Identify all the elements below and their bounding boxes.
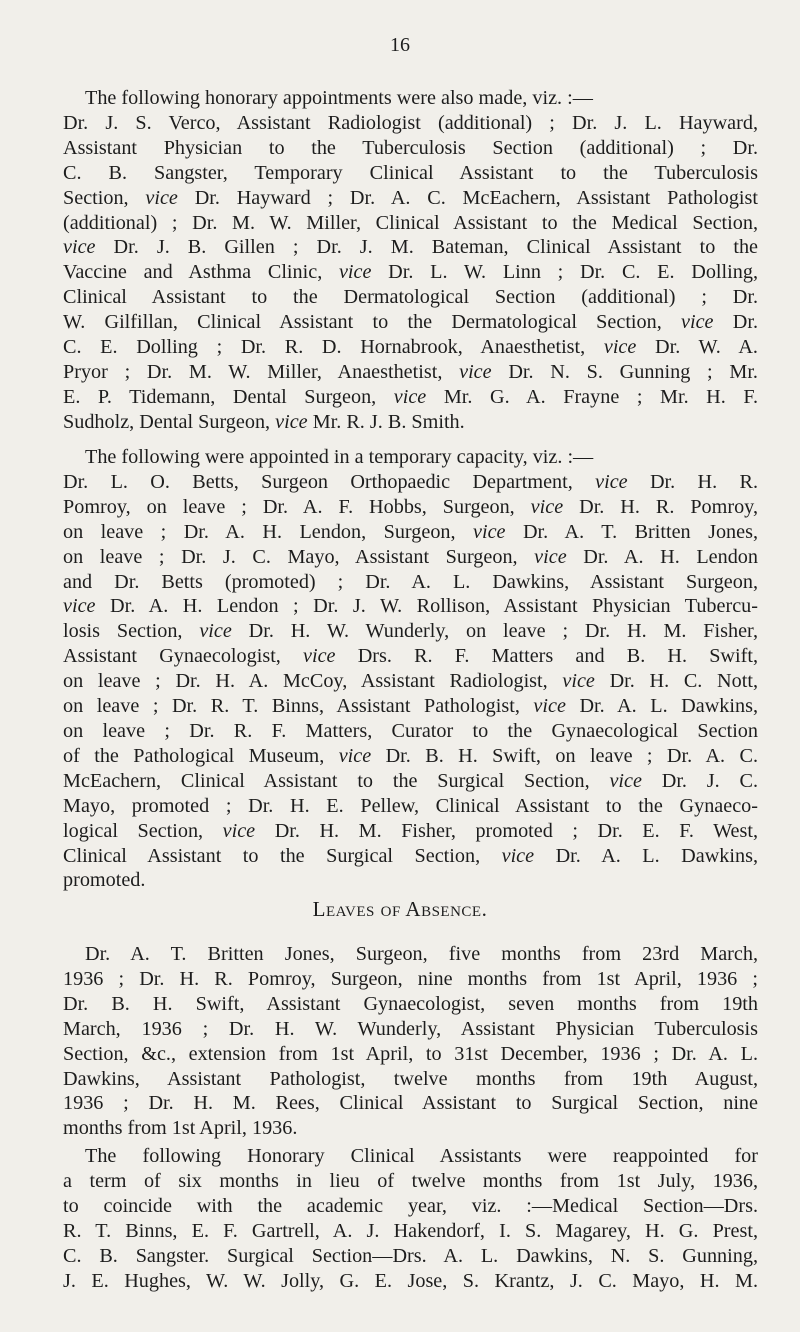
text-line: E. P. Tidemann, Dental Surgeon, vice Mr. G. A. Frayne ; Mr. H. F. <box>63 385 758 408</box>
text-line: Section, &c., extension from 1st April, to 31st December, 1936 ; Dr. A. L. <box>63 1042 758 1065</box>
text-line: Pomroy, on leave ; Dr. A. F. Hobbs, Surgeon, vice Dr. H. R. Pomroy, <box>63 495 758 518</box>
text-line: March, 1936 ; Dr. H. W. Wunderly, Assistant Physician Tuberculosis <box>63 1017 758 1040</box>
paragraph-honorary-appointments <box>63 86 758 435</box>
text-line: Dawkins, Assistant Pathologist, twelve months from 19th August, <box>63 1067 758 1090</box>
text-line: Vaccine and Asthma Clinic, vice Dr. L. W. Linn ; Dr. C. E. Dolling, <box>63 261 758 284</box>
text-line: on leave ; Dr. A. H. Lendon, Surgeon, vice Dr. A. T. Britten Jones, <box>63 520 759 543</box>
text-line: Dr. L. O. Betts, Surgeon Orthopaedic Department, vice Dr. H. R. <box>63 470 758 493</box>
text-line: The following were appointed in a temporary capacity, viz. :— <box>85 446 594 468</box>
text-line: Dr. B. H. Swift, Assistant Gynaecologist, seven months from 19th <box>63 992 758 1015</box>
text-line: 1936 ; Dr. H. R. Pomroy, Surgeon, nine months from 1st April, 1936 ; <box>63 967 758 990</box>
text-line: Mayo, promoted ; Dr. H. E. Pellew, Clinical Assistant to the Gynaeco- <box>63 794 758 817</box>
text-line: Assistant Physician to the Tuberculosis Section (additional) ; Dr. <box>63 136 758 159</box>
paragraph-leaves-of-absence <box>63 942 758 1141</box>
text-line: to coincide with the academic year, viz. :—Medical Section—Drs. <box>63 1194 758 1217</box>
text-line: C. E. Dolling ; Dr. R. D. Hornabrook, Anaesthetist, vice Dr. W. A. <box>63 336 758 359</box>
text-line: The following Honorary Clinical Assistants were reappointed for <box>85 1145 758 1167</box>
text-line: on leave ; Dr. R. F. Matters, Curator to the Gynaecological Section <box>63 719 758 742</box>
text-line: Pryor ; Dr. M. W. Miller, Anaesthetist, vice Dr. N. S. Gunning ; Mr. <box>63 360 758 383</box>
text-line: months from 1st April, 1936. <box>63 1117 298 1140</box>
text-line: on leave ; Dr. R. T. Binns, Assistant Pathologist, vice Dr. A. L. Dawkins, <box>63 695 758 718</box>
text-line: 1936 ; Dr. H. M. Rees, Clinical Assistant to Surgical Section, nine <box>63 1092 758 1115</box>
text-line: C. B. Sangster. Surgical Section—Drs. A. L. Dawkins, N. S. Gunning, <box>63 1244 758 1267</box>
paragraph-clinical-assistants-reappointed <box>63 1144 758 1293</box>
text-line: and Dr. Betts (promoted) ; Dr. A. L. Dawkins, Assistant Surgeon, <box>63 570 758 593</box>
text-line: J. E. Hughes, W. W. Jolly, G. E. Jose, S. Krantz, J. C. Mayo, H. M. <box>63 1269 758 1292</box>
text-line: on leave ; Dr. H. A. McCoy, Assistant Radiologist, vice Dr. H. C. Nott, <box>63 670 758 693</box>
text-line: (additional) ; Dr. M. W. Miller, Clinical Assistant to the Medical Section, <box>63 211 758 234</box>
text-line: Dr. J. S. Verco, Assistant Radiologist (additional) ; Dr. J. L. Hayward, <box>63 111 758 134</box>
text-line: promoted. <box>63 869 146 892</box>
text-line: losis Section, vice Dr. H. W. Wunderly, on leave ; Dr. H. M. Fisher, <box>63 620 759 643</box>
section-heading-leaves-of-absence: Leaves of Absence. <box>312 897 488 921</box>
text-line: logical Section, vice Dr. H. M. Fisher, promoted ; Dr. E. F. West, <box>63 819 758 842</box>
text-line: Clinical Assistant to the Surgical Section, vice Dr. A. L. Dawkins, <box>63 844 758 867</box>
text-line: Assistant Gynaecologist, vice Drs. R. F. Matters and B. H. Swift, <box>63 645 758 668</box>
page-number: 16 <box>390 34 410 56</box>
text-line: W. Gilfillan, Clinical Assistant to the Dermatological Section, vice Dr. <box>63 311 759 334</box>
text-line: vice Dr. A. H. Lendon ; Dr. J. W. Rollison, Assistant Physician Tubercu- <box>63 595 758 618</box>
text-line: of the Pathological Museum, vice Dr. B. H. Swift, on leave ; Dr. A. C. <box>63 744 758 767</box>
text-line: Sudholz, Dental Surgeon, vice Mr. R. J. B. Smith. <box>63 410 465 433</box>
text-line: Dr. A. T. Britten Jones, Surgeon, five months from 23rd March, <box>85 943 758 965</box>
text-line: on leave ; Dr. J. C. Mayo, Assistant Surgeon, vice Dr. A. H. Lendon <box>63 545 758 568</box>
text-line: McEachern, Clinical Assistant to the Surgical Section, vice Dr. J. C. <box>63 769 759 792</box>
text-line: a term of six months in lieu of twelve months from 1st July, 1936, <box>63 1169 758 1192</box>
text-line: vice Dr. J. B. Gillen ; Dr. J. M. Bateman, Clinical Assistant to the <box>63 236 758 259</box>
text-line: The following honorary appointments were also made, viz. :— <box>85 87 593 109</box>
paragraph-temporary-appointments <box>63 445 758 893</box>
text-line: Clinical Assistant to the Dermatological Section (additional) ; Dr. <box>63 286 758 309</box>
text-line: Section, vice Dr. Hayward ; Dr. A. C. McEachern, Assistant Pathologist <box>63 186 758 209</box>
text-line: R. T. Binns, E. F. Gartrell, A. J. Hakendorf, I. S. Magarey, H. G. Prest, <box>63 1219 758 1242</box>
text-line: C. B. Sangster, Temporary Clinical Assistant to the Tuberculosis <box>63 161 758 184</box>
